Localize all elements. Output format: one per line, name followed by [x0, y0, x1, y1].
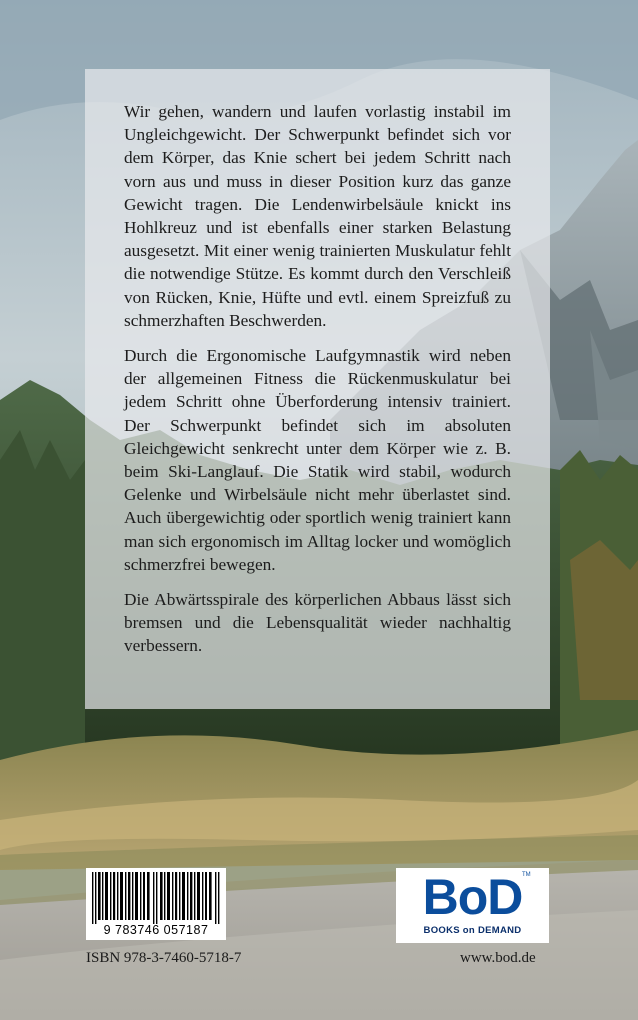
blurb-paragraph-1: Wir gehen, wandern und laufen vorlastig instabil im Ungleichgewicht. Der Schwerpunkt befindet sich vor dem Körper, das Knie schert bei jedem Schritt nach vorn aus und muss in dieser Position kurz das ganze Gewicht tragen. Die Lendenwirbelsäule knickt ins Hohlkreuz und ist ebenfalls einer starken Belastung ausgesetzt. Mit einer wenig trainierten Muskulatur fehlt die notwendige Stütze. Es kommt durch den Verschleiß von Rücken, Knie, Hüfte und evtl. einem Spreizfuß zu schmerzhaften Beschwerden.: [124, 102, 511, 330]
barcode-bars: [86, 870, 226, 924]
bod-tagline: BOOKS on DEMAND: [423, 925, 522, 936]
publisher-logo: [396, 868, 549, 943]
bod-trademark: TM: [522, 872, 531, 878]
barcode-digits: 9 783746 057187: [103, 923, 209, 937]
blurb-panel: [85, 69, 550, 709]
isbn-text: ISBN 978-3-7460-5718-7: [86, 950, 242, 966]
bod-logo-text: BoD: [422, 869, 523, 925]
barcode: [86, 868, 226, 940]
blurb-paragraph-2: Durch die Ergonomische Laufgymnastik wird neben der allgemeinen Fitness die Rückenmuskulatur bei jedem Schritt ohne Überforderung intensiv trainiert. Der Schwerpunkt befindet sich im absoluten Gleichgewicht senkrecht unter dem Körper wie z. B. beim Ski-Langlauf. Die Statik wird stabil, wodurch Gelenke und Wirbelsäule nicht mehr überlastet sind. Auch übergewichtig oder sportlich wenig trainiert kann man sich ergonomisch im Alltag locker und womöglich schmerzfrei bewegen.: [124, 346, 511, 574]
blurb-paragraph-3: Die Abwärtsspirale des körperlichen Abbaus lässt sich bremsen und die Lebensqualität wieder nachhaltig verbessern.: [124, 590, 511, 656]
publisher-website: www.bod.de: [460, 950, 536, 966]
